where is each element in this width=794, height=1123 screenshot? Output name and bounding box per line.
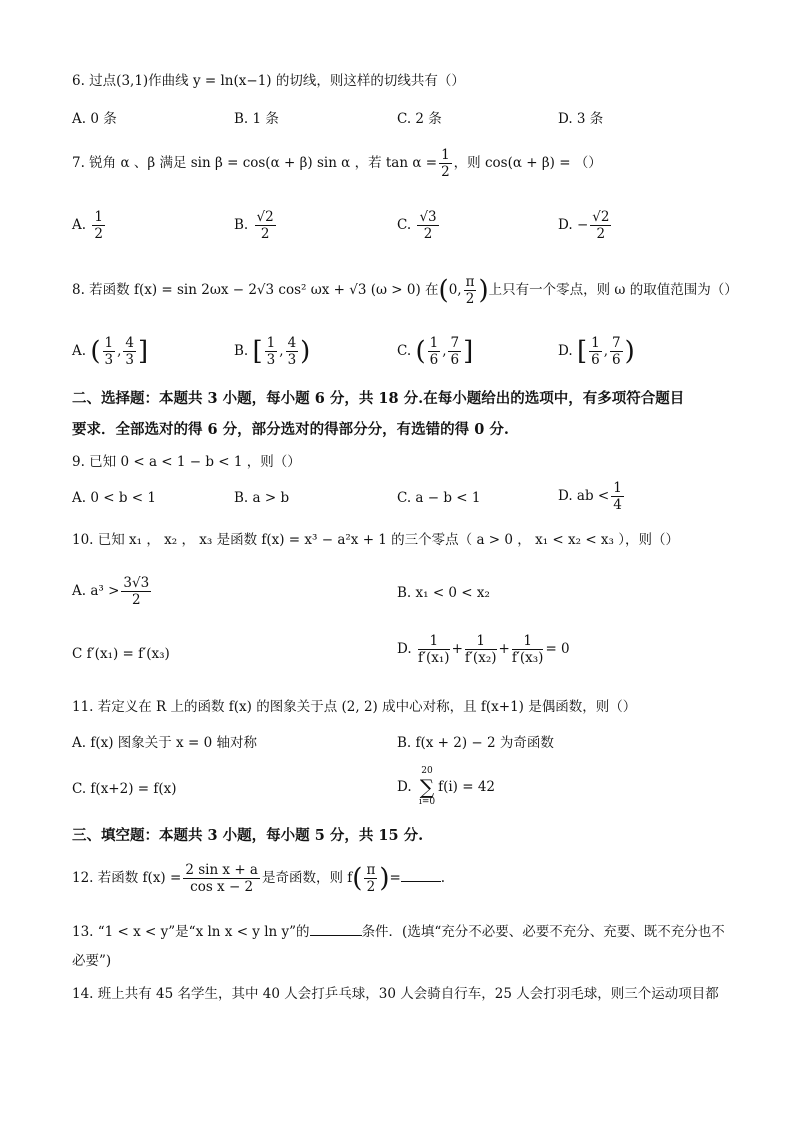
q8-d-label: D. xyxy=(558,343,573,359)
q11-stem: 11. 若定义在 R 上的函数 f(x) 的图象关于点 (2, 2) 成中心对称，且 f(x+1) 是偶函数，则（） xyxy=(72,699,637,715)
q9-option-a: A. 0 < b < 1 xyxy=(72,490,156,506)
q11-option-c: C. f(x+2) = f(x) xyxy=(72,781,177,797)
q7-b-frac xyxy=(255,209,276,242)
q10-d-end: = 0 xyxy=(545,641,570,657)
q12-stem-a: 12. 若函数 f(x) = xyxy=(72,870,182,886)
q11-sigma xyxy=(419,766,435,808)
q8-c-f2d: 6 xyxy=(450,352,460,368)
q12-end: . xyxy=(440,870,446,886)
q8-c-f2n: 7 xyxy=(450,335,460,351)
q10-d-f2n: 1 xyxy=(465,633,497,650)
section3-title: 三、填空题：本题共 3 小题，每小题 5 分，共 15 分. xyxy=(72,827,424,844)
q9-d-frac xyxy=(611,480,624,513)
q7-a-den: 2 xyxy=(94,226,103,242)
q8-d-rbr: ) xyxy=(624,336,635,367)
q8-a-f1n: 1 xyxy=(104,335,114,351)
q8-option-c: C. ( $\frac{1}{6}$ , $\frac{7}{6}$ ] xyxy=(397,335,474,368)
q13-line1 xyxy=(72,921,725,941)
q7-d-den: 2 xyxy=(596,226,606,242)
q8-option-b: B. [ $\frac{1}{3}$ , $\frac{4}{3}$ ) xyxy=(234,335,311,368)
q10-option-b: B. x₁ < 0 < x₂ xyxy=(397,585,490,601)
q10-option-a xyxy=(72,575,153,608)
q6-option-c: C. 2 条 xyxy=(397,111,442,127)
q10-d-f3d: f′(x₃) xyxy=(511,650,544,666)
q7-option-a xyxy=(72,209,107,242)
q8-d-f1n: 1 xyxy=(591,335,600,351)
q7-stem-b: ，则 cos(α + β) = （） xyxy=(453,155,602,171)
q13-line2: 必要”) xyxy=(72,953,112,969)
q12-pi: π xyxy=(366,862,376,878)
q10-d-frac2 xyxy=(465,633,497,666)
q10-d-f3n: 1 xyxy=(512,633,544,650)
q8-pi: π xyxy=(465,274,475,290)
q8-d-f2 xyxy=(610,335,623,368)
q13-line1-b: 条件．(选填“充分不必要、必要不充分、充要、既不充分也不 xyxy=(361,924,725,940)
q12-den: cos x − 2 xyxy=(190,879,254,895)
q7-tan-fraction xyxy=(439,147,452,180)
section2-line1: 二、选择题：本题共 3 小题，每小题 6 分，共 18 分.在每小题给出的选项中，有多项符合题目 xyxy=(72,390,685,407)
q8-c-label: C. xyxy=(397,343,412,359)
q12-paren-close: ) xyxy=(379,863,390,894)
q7-d-frac xyxy=(590,209,611,242)
q7-c-num: √3 xyxy=(419,209,437,225)
q7-c-frac xyxy=(417,209,438,242)
q7-b-den: 2 xyxy=(260,226,270,242)
q10-d-frac1 xyxy=(418,633,450,666)
q8-b-f1 xyxy=(265,335,278,368)
q10-d-f1d: f′(x₁) xyxy=(417,650,450,666)
q12-stem-b: 是奇函数，则 f xyxy=(261,870,353,886)
q8-d-f2n: 7 xyxy=(611,335,621,351)
q8-paren-open: ( xyxy=(438,275,449,306)
q8-paren-close: ) xyxy=(478,275,489,306)
q8-interval-left: 0, xyxy=(448,282,462,298)
q10-d-label: D. xyxy=(397,641,412,657)
q7-c-den: 2 xyxy=(423,226,433,242)
q7-stem xyxy=(72,147,602,180)
q12-num: 2 sin x + a xyxy=(185,862,258,878)
q7-b-num: √2 xyxy=(256,209,274,225)
q8-b-f2 xyxy=(286,335,299,368)
q12-two: 2 xyxy=(366,879,376,895)
q7-b-label: B. xyxy=(234,217,249,233)
q8-b-lbr: [ xyxy=(252,336,263,367)
q9-option-c: C. a − b < 1 xyxy=(397,490,481,506)
q8-two: 2 xyxy=(465,291,475,307)
q8-c-f2 xyxy=(448,335,461,368)
q7-a-num: 1 xyxy=(94,209,103,225)
q14-line: 14. 班上共有 45 名学生，其中 40 人会打乒乓球，30 人会骑自行车，25 人会打羽毛球，则三个运动项目都 xyxy=(72,986,719,1002)
q10-d-frac3 xyxy=(512,633,544,666)
q8-c-f1n: 1 xyxy=(429,335,439,351)
q8-c-f1 xyxy=(428,335,441,368)
q6-option-b: B. 1 条 xyxy=(234,111,279,127)
q8-d-lbr: [ xyxy=(576,336,588,367)
q9-d-num: 1 xyxy=(613,480,622,496)
section2-line2: 要求．全部选对的得 6 分，部分选对的得部分分，有选错的得 0 分. xyxy=(72,421,509,438)
q10-d-f1n: 1 xyxy=(418,633,450,650)
q8-c-rbr: ] xyxy=(463,336,474,367)
q8-a-label: A. xyxy=(72,343,87,359)
q9-stem: 9. 已知 0 < a < 1 − b < 1 ，则（） xyxy=(72,454,301,470)
q9-option-b: B. a > b xyxy=(234,490,290,506)
q9-d-den: 4 xyxy=(613,497,622,513)
q12-answer-blank[interactable] xyxy=(401,867,441,882)
q7-d-sign: − xyxy=(576,217,589,233)
q8-b-f2n: 4 xyxy=(287,335,297,351)
q11-option-d xyxy=(397,766,495,808)
q11-d-label: D. xyxy=(397,779,412,795)
q13-line1-a: 13. “1 < x < y”是“x ln x < y ln y”的 xyxy=(72,924,310,940)
q8-b-f1d: 3 xyxy=(266,352,276,368)
q11-sum-expr: f(i) = 42 xyxy=(438,779,496,795)
q8-a-f2 xyxy=(123,335,136,368)
q12-stem xyxy=(72,862,445,895)
q8-stem-a: 8. 若函数 f(x) = sin 2ωx − 2√3 cos² ωx + √3 (ω > 0) 在 xyxy=(72,282,439,298)
q10-a-den: 2 xyxy=(132,592,141,608)
q12-frac xyxy=(183,862,260,895)
q8-pi-frac xyxy=(464,274,477,307)
q7-option-b xyxy=(234,209,278,242)
q8-a-lbr: ( xyxy=(90,336,101,367)
q7-d-num: √2 xyxy=(592,209,610,225)
q7-option-d xyxy=(558,209,613,242)
q10-stem: 10. 已知 x₁ ， x₂ ， x₃ 是函数 f(x) = x³ − a²x + 1 的三个零点（ a > 0 ， x₁ < x₂ < x₃ ），则（） xyxy=(72,532,679,548)
q6-stem: 6. 过点(3,1)作曲线 y = ln(x−1) 的切线，则这样的切线共有（） xyxy=(72,73,465,89)
q7-a-label: A. xyxy=(72,217,87,233)
q10-option-d: D. $\frac{1}{\text{f′(x₁)}}$ + $\frac{1}{\text{f′(x₂)}}$ + $\frac{1}{\text{f′(x₃)}}$ = 0 xyxy=(397,633,570,666)
q8-stem-b: 上只有一个零点，则 ω 的取值范围为（） xyxy=(488,282,738,298)
q10-option-c: C f′(x₁) = f′(x₃) xyxy=(72,646,170,662)
q11-option-b: B. f(x + 2) − 2 为奇函数 xyxy=(397,735,554,751)
q12-pi-frac xyxy=(364,862,377,895)
q10-a-text: A. a³ > xyxy=(72,583,120,599)
q7-c-label: C. xyxy=(397,217,412,233)
q11-sigma-symbol: ∑ xyxy=(419,775,435,799)
q8-stem xyxy=(72,274,738,307)
q8-b-rbr: ) xyxy=(300,336,311,367)
q8-c-lbr: ( xyxy=(415,336,426,367)
q8-option-a: A. ( $\frac{1}{3}$ , $\frac{4}{3}$ ] xyxy=(72,335,149,368)
q8-a-f2d: 3 xyxy=(125,352,134,368)
q7-frac-num: 1 xyxy=(441,147,450,163)
q8-a-rbr: ] xyxy=(137,336,149,367)
q8-d-f2d: 6 xyxy=(611,352,621,368)
q11-sum-top: 20 xyxy=(421,766,433,776)
q9-d-text: D. ab < xyxy=(558,488,610,504)
q11-sum-bot: i=0 xyxy=(418,797,436,807)
q8-d-f1 xyxy=(589,335,602,368)
q8-b-f2d: 3 xyxy=(287,352,297,368)
q12-equals: = xyxy=(389,870,401,886)
q6-option-d: D. 3 条 xyxy=(558,111,604,127)
q10-d-f2d: f′(x₂) xyxy=(464,650,497,666)
q8-a-f1d: 3 xyxy=(104,352,114,368)
q8-b-label: B. xyxy=(234,343,249,359)
q8-d-f1d: 6 xyxy=(591,352,600,368)
q7-frac-den: 2 xyxy=(441,164,450,180)
q13-answer-blank[interactable] xyxy=(310,921,362,936)
q8-option-d: D. [ $\frac{1}{6}$ , $\frac{7}{6}$ ) xyxy=(558,335,635,368)
q7-option-c xyxy=(397,209,441,242)
q7-a-frac xyxy=(92,209,105,242)
q8-c-f1d: 6 xyxy=(429,352,439,368)
q8-a-f2n: 4 xyxy=(125,335,134,351)
q6-option-a: A. 0 条 xyxy=(72,111,117,127)
q8-a-f1 xyxy=(103,335,116,368)
q7-d-label: D. xyxy=(558,217,573,233)
q8-b-f1n: 1 xyxy=(266,335,276,351)
q10-a-num: 3√3 xyxy=(123,575,150,591)
q9-option-d xyxy=(558,480,626,513)
q12-paren-open: ( xyxy=(352,863,363,894)
q10-a-frac xyxy=(121,575,151,608)
q7-stem-a: 7. 锐角 α 、β 满足 sin β = cos(α + β) sin α ，若 tan α = xyxy=(72,155,438,171)
q11-option-a: A. f(x) 图象关于 x = 0 轴对称 xyxy=(72,735,257,751)
